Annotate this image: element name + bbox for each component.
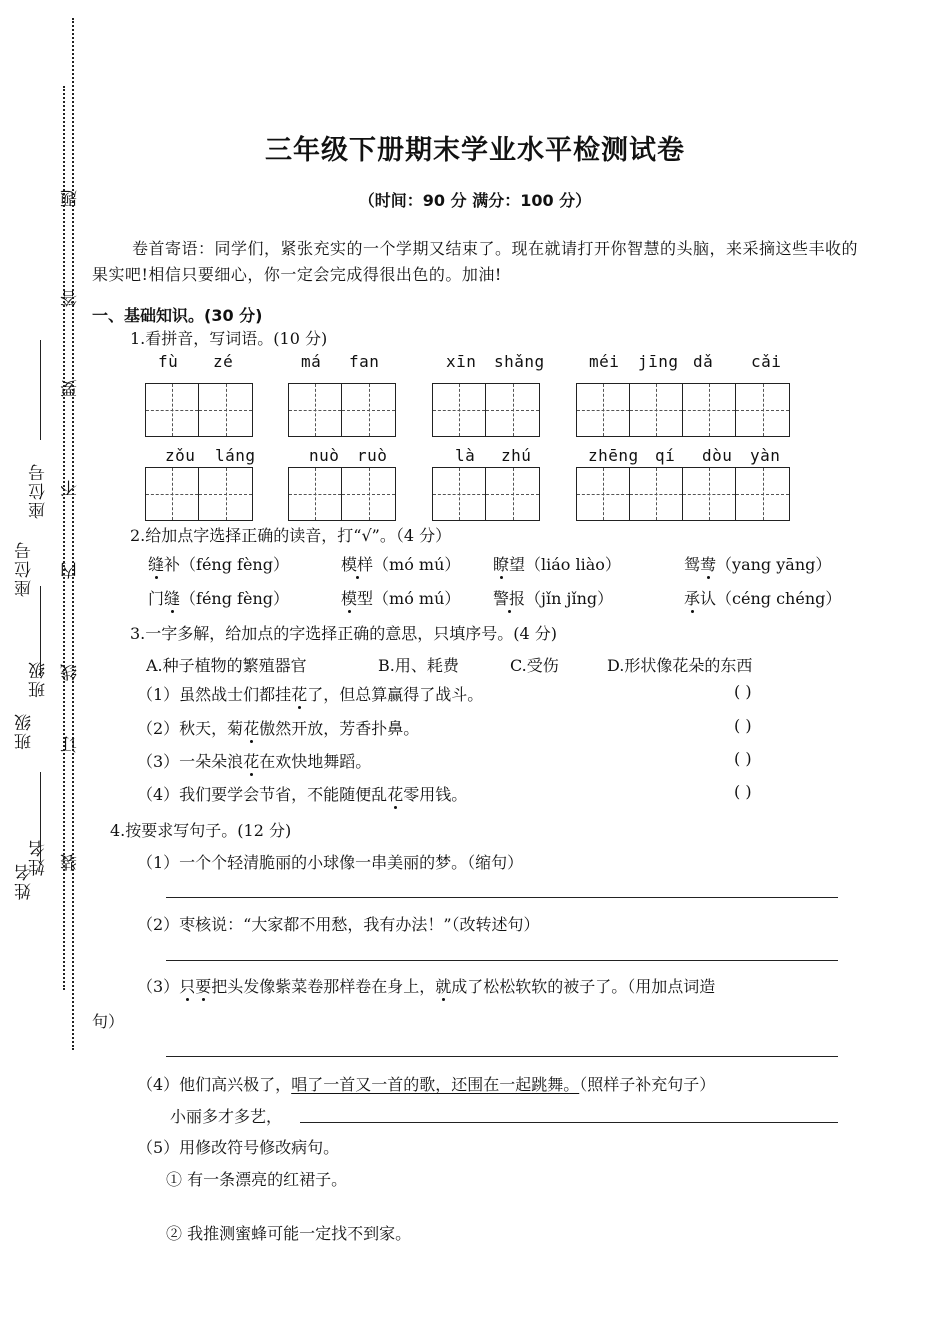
intro-paragraph: 卷首寄语：同学们，紧张充实的一个学期又结束了。现在就请打开你智慧的头脑，来采摘这些丰收的果实吧!相信只要细心，你一定会完成得很出色的。加油!	[92, 239, 859, 284]
seal-char-ti: 题	[61, 188, 81, 207]
q2-label: 2.给加点字选择正确的读音，打“√”。（4 分）	[130, 526, 452, 545]
q3-label: 3.一字多解，给加点的字选择正确的意思，只填序号。(4 分)	[130, 624, 558, 643]
answer-paren[interactable]: ( )	[734, 716, 752, 735]
writing-grid[interactable]	[145, 383, 253, 437]
seal-char-xian: 线	[61, 662, 81, 681]
pinyin: yàn	[750, 446, 781, 465]
seal-char-yao: 要	[61, 378, 81, 397]
pinyin: zhēng	[588, 446, 639, 465]
q4-sentence-3-wrap: 句）	[92, 1012, 125, 1031]
q3-option-c: C.受伤	[510, 656, 559, 675]
pinyin: má	[301, 352, 322, 371]
pinyin: jīng	[638, 352, 679, 371]
q4-sentence-4: （4）他们高兴极了，唱了一首又一首的歌，还围在一起跳舞。（照样子补充句子）	[137, 1075, 716, 1094]
pinyin: là	[455, 446, 476, 465]
q4-sentence-2: （2）枣核说：“大家都不用愁，我有办法！”（改转述句）	[137, 915, 540, 934]
q3-item: （1）虽然战士们都挂花了，但总算赢得了战斗。	[137, 685, 484, 704]
pinyin: ruò	[357, 446, 388, 465]
reading-option[interactable]: 模样（mó mú）	[341, 555, 461, 574]
seal-char-bu: 不	[61, 478, 81, 497]
seal-char-zhuang: 装	[61, 852, 81, 871]
q4-label: 4.按要求写句子。(12 分)	[110, 821, 292, 840]
page-title: 三年级下册期末学业水平检测试卷	[265, 135, 685, 166]
q1-label: 1.看拼音，写词语。(10 分)	[130, 329, 328, 348]
pinyin: méi	[589, 352, 620, 371]
seal-char-da: 答	[61, 288, 81, 307]
margin-field-seat: 座位号	[29, 462, 49, 519]
writing-grid[interactable]	[288, 383, 396, 437]
writing-grid[interactable]	[432, 383, 540, 437]
reading-option[interactable]: 缝补（féng fèng）	[148, 555, 289, 574]
q3-item: （4）我们要学会节省，不能随便乱花零用钱。	[137, 785, 468, 804]
reading-option[interactable]: 瞭望（liáo liào）	[493, 555, 621, 574]
pinyin: fan	[349, 352, 380, 371]
pinyin: nuò	[309, 446, 340, 465]
q3-option-a: A.种子植物的繁殖器官	[146, 656, 307, 675]
writing-grid[interactable]	[576, 467, 790, 521]
writing-grid[interactable]	[432, 467, 540, 521]
reading-option[interactable]: 模型（mó mú）	[341, 589, 461, 608]
pinyin: zǒu	[165, 446, 196, 465]
margin-field-class: 班级	[29, 660, 49, 698]
writing-grid[interactable]	[288, 467, 396, 521]
q4-sentence-3: （3）只要把头发像紫菜卷那样卷在身上，就成了松松软软的被子了。（用加点词造	[137, 977, 716, 996]
reading-option[interactable]: 警报（jǐn jǐng）	[493, 589, 614, 608]
pinyin: qí	[655, 446, 676, 465]
reading-option[interactable]: 鸳鸯（yang yāng）	[684, 555, 832, 574]
section-heading: 一、基础知识。(30 分)	[92, 306, 263, 325]
writing-grid[interactable]	[145, 467, 253, 521]
q4-sentence-5: （5）用修改符号修改病句。	[137, 1138, 340, 1157]
pinyin: cǎi	[751, 352, 782, 371]
binding-dotted-line-outer	[72, 18, 74, 1050]
answer-line[interactable]	[166, 897, 838, 898]
q3-option-d: D.形状像花朵的东西	[607, 656, 753, 675]
reading-option[interactable]: 承认（céng chéng）	[684, 589, 842, 608]
answer-line[interactable]	[166, 1056, 838, 1057]
answer-paren[interactable]: ( )	[734, 782, 752, 801]
q3-item: （3）一朵朵浪花在欢快地舞蹈。	[137, 752, 372, 771]
margin-label-class: 班级	[15, 712, 35, 750]
pinyin: láng	[215, 446, 256, 465]
answer-line[interactable]	[300, 1122, 838, 1123]
margin-label-seat: 座位号	[15, 540, 35, 597]
margin-label-name: 姓名	[15, 862, 35, 900]
exam-time-score: （时间：90 分 满分：100 分）	[358, 191, 592, 210]
pinyin: xīn	[446, 352, 477, 371]
sick-sentence-2[interactable]: ② 我推测蜜蜂可能一定找不到家。	[166, 1224, 412, 1243]
q4-sentence-1: （1）一个个轻清脆丽的小球像一串美丽的梦。（缩句）	[137, 853, 524, 872]
seat-write-line	[40, 340, 41, 440]
pinyin: zé	[213, 352, 234, 371]
answer-line[interactable]	[166, 960, 838, 961]
answer-paren[interactable]: ( )	[734, 749, 752, 768]
pinyin: shǎng	[494, 352, 545, 371]
pinyin: dòu	[702, 446, 733, 465]
q3-item: （2）秋天，菊花傲然开放，芳香扑鼻。	[137, 719, 420, 738]
seal-char-nei: 内	[61, 560, 81, 579]
margin-field-name: 姓名	[29, 838, 49, 876]
answer-paren[interactable]: ( )	[734, 682, 752, 701]
pinyin: zhú	[501, 446, 532, 465]
pinyin: fù	[158, 352, 179, 371]
sick-sentence-1[interactable]: ① 有一条漂亮的红裙子。	[166, 1170, 348, 1189]
seal-char-ding: 订	[61, 734, 81, 753]
q3-option-b: B.用、耗费	[378, 656, 459, 675]
writing-grid[interactable]	[576, 383, 790, 437]
pinyin: dǎ	[693, 352, 714, 371]
q4-sentence-4-prompt: 小丽多才多艺，	[170, 1107, 283, 1126]
reading-option[interactable]: 门缝（féng fèng）	[148, 589, 289, 608]
